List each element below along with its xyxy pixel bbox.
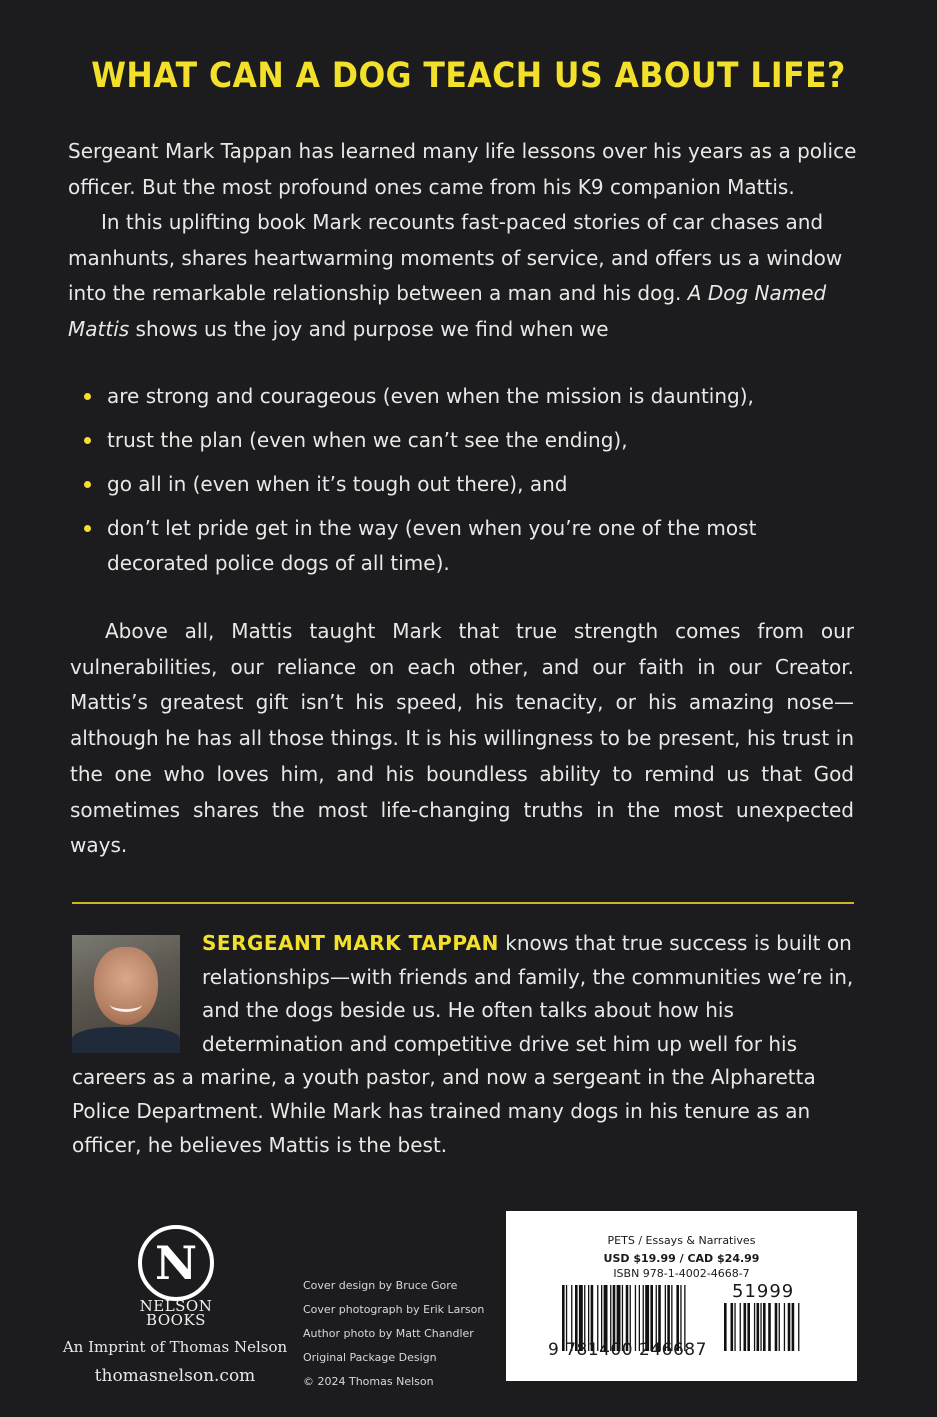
price-addon: 51999 bbox=[732, 1281, 795, 1302]
barcode-panel bbox=[506, 1211, 857, 1381]
list-item: are strong and courageous (even when the mission is daunting), bbox=[82, 379, 842, 414]
bullet-icon bbox=[84, 393, 91, 400]
author-bio-text: knows that true success is built on relationships—with friends and family, the communities we’re in, and the dogs beside us. He often talks about how his determination and competitive drive set him up well for his careers as a marine, a youth pastor, and now a sergeant in the Alpharetta Police Department. While Mark has trained many dogs in his tenure as an officer, he believes Mattis is the best. bbox=[72, 931, 854, 1157]
bullet-icon bbox=[84, 525, 91, 532]
credits-list bbox=[303, 1274, 484, 1394]
intro-paragraph-2: In this uplifting book Mark recounts fast-paced stories of car chases and manhunts, shares heartwarming moments of service, and offers us a window into the remarkable relationship between a man and his dog. A Dog Named Mattis shows us the joy and purpose we find when we bbox=[68, 210, 843, 341]
credit-line: Cover photograph by Erik Larson bbox=[303, 1303, 485, 1316]
list-item: don’t let pride get in the way (even when you’re one of the most decorated police dogs of all time). bbox=[82, 511, 842, 581]
publisher-website: thomasnelson.com bbox=[94, 1366, 256, 1386]
imprint-line: An Imprint of Thomas Nelson bbox=[62, 1338, 288, 1356]
author-name: SERGEANT MARK TAPPAN bbox=[202, 931, 499, 955]
lesson-list bbox=[82, 379, 842, 590]
credit-line: Author photo by Matt Chandler bbox=[303, 1327, 474, 1340]
intro-text bbox=[68, 134, 858, 347]
credit-line: Original Package Design bbox=[303, 1351, 437, 1364]
closing-paragraph: Above all, Mattis taught Mark that true strength comes from our vulnerabilities, our reliance on each other, and our faith in our Creator. Mattis’s greatest gift isn’t his speed, his tenacity, or his amazing nose—although he has all those things. It is his willingness to be present, his trust in the one who loves him, and his boundless ability to remind us that God sometimes shares the most life-changing truths in the most unexpected ways. bbox=[70, 619, 854, 858]
credit-line: © 2024 Thomas Nelson bbox=[303, 1375, 434, 1388]
credit-line: Cover design by Bruce Gore bbox=[303, 1279, 458, 1292]
bullet-icon bbox=[84, 481, 91, 488]
list-item: go all in (even when it’s tough out there), and bbox=[82, 467, 842, 502]
barcode-digits: 9 781400 246687 bbox=[548, 1340, 707, 1360]
bullet-icon bbox=[84, 437, 91, 444]
list-item: trust the plan (even when we can’t see the ending), bbox=[82, 423, 842, 458]
book-category: PETS / Essays & Narratives bbox=[607, 1234, 756, 1247]
isbn: ISBN 978-1-4002-4668-7 bbox=[613, 1267, 750, 1280]
logo-letter: N bbox=[154, 1236, 198, 1290]
divider bbox=[72, 902, 854, 904]
headline: WHAT CAN A DOG TEACH US ABOUT LIFE? bbox=[91, 56, 846, 96]
book-price: USD $19.99 / CAD $24.99 bbox=[603, 1252, 760, 1265]
intro-paragraph-1: Sergeant Mark Tappan has learned many life lessons over his years as a police officer. But the most profound ones came from his K9 companion Mattis. bbox=[68, 139, 857, 199]
book-title: A Dog Named Mattis bbox=[68, 281, 827, 341]
publisher-logo bbox=[138, 1225, 214, 1301]
author-bio bbox=[72, 927, 856, 1162]
publisher-name: NELSON BOOKS bbox=[139, 1297, 213, 1329]
